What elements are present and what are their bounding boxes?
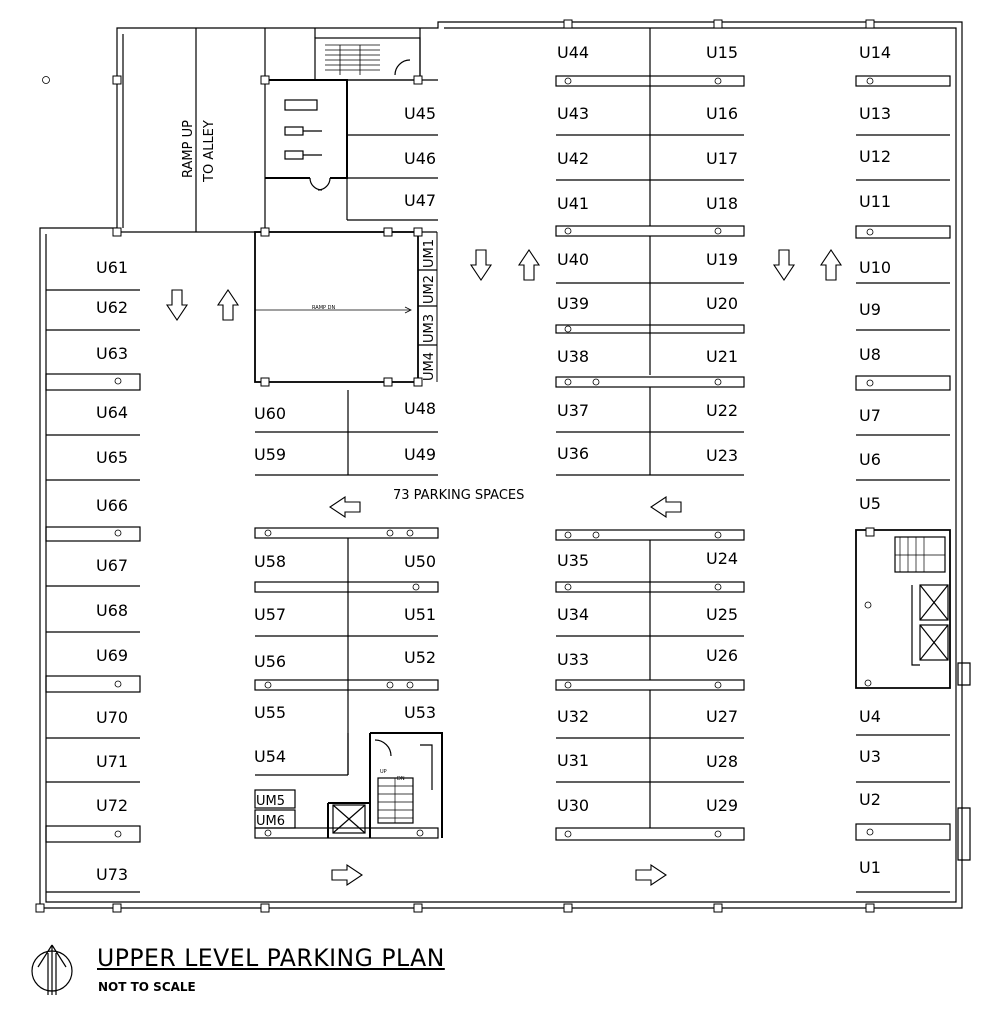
arrow-up-icon	[821, 250, 841, 280]
building-outline	[40, 22, 962, 908]
space-label: U2	[859, 790, 881, 809]
plan-title: UPPER LEVEL PARKING PLAN	[97, 944, 445, 972]
space-label: U32	[557, 707, 590, 726]
space-label: U44	[557, 43, 590, 62]
space-label: U64	[96, 403, 129, 422]
stair-up-label: UP	[380, 769, 387, 775]
space-label: U1	[859, 858, 881, 877]
arrow-down-icon	[774, 250, 794, 280]
space-label: U31	[557, 751, 590, 770]
space-label: UM1	[422, 238, 437, 268]
space-label: U15	[706, 43, 739, 62]
space-label: U27	[706, 707, 739, 726]
space-label: U26	[706, 646, 739, 665]
space-label: U40	[557, 250, 590, 269]
space-label: U25	[706, 605, 739, 624]
arrow-left-icon	[651, 497, 681, 517]
arrow-down-icon	[167, 290, 187, 320]
space-label: U10	[859, 258, 892, 277]
space-label: U43	[557, 104, 590, 123]
space-label: U66	[96, 496, 129, 515]
arrow-up-icon	[519, 250, 539, 280]
space-label: U38	[557, 347, 590, 366]
space-label: U51	[404, 605, 437, 624]
space-label: U72	[96, 796, 129, 815]
space-label: U69	[96, 646, 129, 665]
space-label: U45	[404, 104, 437, 123]
space-label: UM5	[256, 794, 286, 809]
utility-room	[265, 80, 347, 178]
space-label: U28	[706, 752, 739, 771]
arrow-right-icon	[332, 865, 362, 885]
space-label: U34	[557, 605, 590, 624]
space-label: U68	[96, 601, 129, 620]
ramp-up-label: RAMP UP	[181, 120, 196, 178]
arrow-right-icon	[636, 865, 666, 885]
stair-elevator-right	[856, 530, 950, 688]
space-label: UM6	[256, 814, 286, 829]
arrow-up-icon	[218, 290, 238, 320]
space-label: U7	[859, 406, 881, 425]
stair-dn-label: DN	[397, 776, 405, 782]
space-label: U3	[859, 747, 881, 766]
stair-top	[315, 38, 420, 80]
space-label: U14	[859, 43, 892, 62]
space-label: U18	[706, 194, 739, 213]
space-label: U30	[557, 796, 590, 815]
parking-count-label: 73 PARKING SPACES	[393, 488, 525, 503]
space-label: U59	[254, 445, 287, 464]
space-label: U33	[557, 650, 590, 669]
space-label: U22	[706, 401, 739, 420]
space-label: U24	[706, 549, 739, 568]
space-label: U62	[96, 298, 129, 317]
space-label: UM2	[422, 274, 437, 304]
space-label: U67	[96, 556, 129, 575]
space-label: UM4	[422, 351, 437, 381]
space-label: U61	[96, 258, 129, 277]
space-label: U58	[254, 552, 287, 571]
space-label: U56	[254, 652, 287, 671]
space-label: U16	[706, 104, 739, 123]
space-label: U12	[859, 147, 892, 166]
space-label: U53	[404, 703, 437, 722]
space-label: U57	[254, 605, 287, 624]
space-label: U19	[706, 250, 739, 269]
space-label: U50	[404, 552, 437, 571]
north-arrow-icon	[28, 941, 76, 997]
space-label: U35	[557, 551, 590, 570]
space-label: U47	[404, 191, 437, 210]
space-label: U54	[254, 747, 287, 766]
space-label: U20	[706, 294, 739, 313]
space-label: U52	[404, 648, 437, 667]
space-label: U21	[706, 347, 739, 366]
space-label: U6	[859, 450, 881, 469]
arrow-down-icon	[471, 250, 491, 280]
space-label: U71	[96, 752, 129, 771]
space-label: U39	[557, 294, 590, 313]
space-label: U29	[706, 796, 739, 815]
space-label: U55	[254, 703, 287, 722]
space-label: U42	[557, 149, 590, 168]
plan-subtitle: NOT TO SCALE	[98, 980, 196, 994]
ramp-down-box	[255, 232, 418, 382]
space-label: U60	[254, 404, 287, 423]
space-label: U9	[859, 300, 881, 319]
space-label: U41	[557, 194, 590, 213]
space-label: U70	[96, 708, 129, 727]
space-label: U46	[404, 149, 437, 168]
ramp-down-label: RAMP DN	[312, 305, 336, 311]
arrow-left-icon	[330, 497, 360, 517]
space-label: U48	[404, 399, 437, 418]
space-label: U5	[859, 494, 881, 513]
space-label: U73	[96, 865, 129, 884]
space-label: U37	[557, 401, 590, 420]
space-label: U4	[859, 707, 881, 726]
space-label: U65	[96, 448, 129, 467]
space-label: U36	[557, 444, 590, 463]
ramp-up-label-2: TO ALLEY	[202, 120, 217, 182]
space-label: U17	[706, 149, 739, 168]
space-label: U13	[859, 104, 892, 123]
space-label: U49	[404, 445, 437, 464]
space-label: UM3	[422, 313, 437, 343]
space-label: U8	[859, 345, 881, 364]
space-label: U11	[859, 192, 892, 211]
space-label: U23	[706, 446, 739, 465]
space-label: U63	[96, 344, 129, 363]
